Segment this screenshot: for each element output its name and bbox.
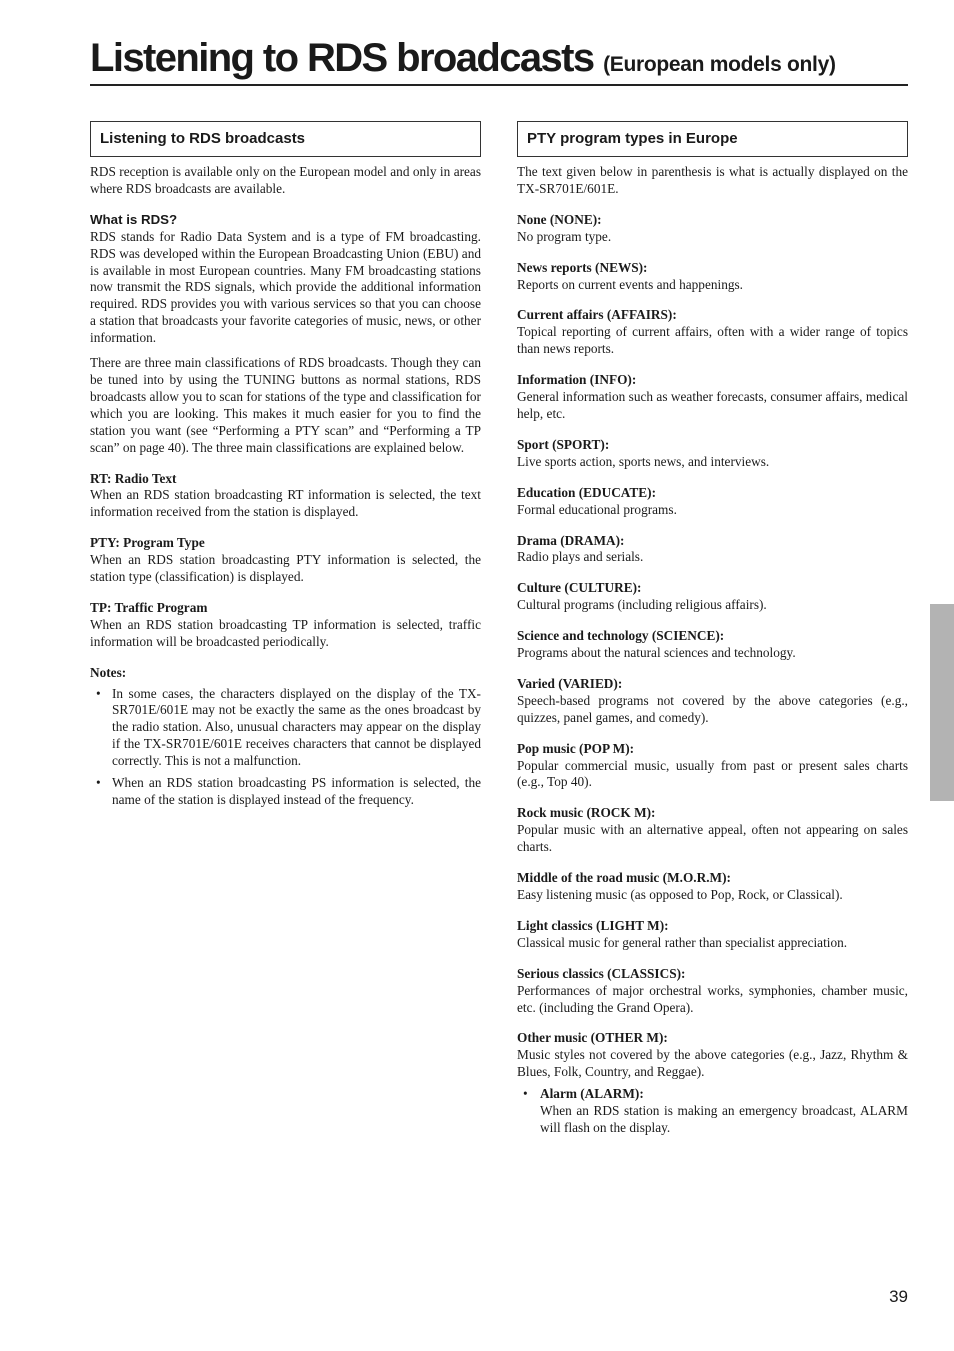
pty-type-name: Other music (OTHER M):	[517, 1030, 668, 1046]
what-is-rds-heading: What is RDS?	[90, 211, 178, 227]
pty-type-name: Sport (SPORT):	[517, 436, 610, 452]
tp-section	[90, 600, 481, 651]
pty-type-desc: General information such as weather forecasts, consumer affairs, medical help, etc.	[517, 389, 908, 421]
pty-section	[90, 535, 481, 586]
right-column	[517, 121, 908, 1137]
pty-type-morm	[517, 870, 908, 904]
pty-type-none	[517, 212, 908, 246]
page-subtitle: (European models only)	[603, 53, 836, 76]
what-is-rds-paragraph-2: There are three main classifications of RDS broadcasts. Though they can be tuned into by using the TUNING buttons as normal stations, RDS broadcasts allow you to scan for stations of the type and classification for which you are looking. This makes it much easier for you to find the station you want (see “Performing a PTY scan” and “Performing a TP scan” on page 40). The three main classifications are explained below.	[90, 355, 481, 455]
bullet-icon: •	[523, 1086, 528, 1102]
pty-type-culture	[517, 580, 908, 614]
notes-section	[90, 665, 481, 809]
pty-type-sport	[517, 437, 908, 471]
page-number: 39	[889, 1287, 908, 1306]
pty-type-info	[517, 372, 908, 423]
pty-type-desc: Reports on current events and happenings.	[517, 276, 743, 292]
pty-type-desc: Speech-based programs not covered by the above categories (e.g., quizzes, panel games, and comedy).	[517, 692, 908, 725]
pty-type-affairs	[517, 307, 908, 358]
what-is-rds-paragraph-1: RDS stands for Radio Data System and is a type of FM broadcasting. RDS was developed within the European Broadcasting Union (EBU) and is available in most European countries. Many FM broadcasting stations now transmit the RDS signals, which provide the additional information required. RDS provides you with various services so that you can choose a station that broadcasts your favorite categories of music, news, or other information.	[90, 228, 481, 346]
note-item: • In some cases, the characters displayed on the display of the TX-SR701E/601E may not be exactly the same as the ones broadcast by the radio station. Also, unusual characters may appear on the display if the TX-SR701E/601E receives characters that cannot be displayed correctly. This is not a malfunction.	[90, 686, 481, 771]
pty-type-educate	[517, 485, 908, 519]
pty-type-desc: Programs about the natural sciences and technology.	[517, 645, 796, 661]
rt-section	[90, 471, 481, 522]
section-heading-rds: Listening to RDS broadcasts	[90, 121, 481, 157]
pty-text: When an RDS station broadcasting PTY information is selected, the station type (classification) is displayed.	[90, 552, 481, 585]
pty-type-name: Current affairs (AFFAIRS):	[517, 307, 677, 323]
pty-type-desc: Popular commercial music, usually from past or present sales charts (e.g., Top 40).	[517, 757, 908, 790]
note-item: • When an RDS station broadcasting PS information is selected, the name of the station is displayed instead of the frequency.	[90, 775, 481, 809]
pty-type-desc: No program type.	[517, 228, 612, 244]
pty-type-name: Alarm (ALARM):	[540, 1086, 644, 1102]
page-title	[90, 34, 908, 89]
pty-type-desc: Radio plays and serials.	[517, 549, 644, 565]
pty-type-name: Information (INFO):	[517, 372, 637, 388]
pty-type-name: Pop music (POP M):	[517, 740, 635, 756]
pty-type-rock	[517, 805, 908, 856]
pty-type-name: Varied (VARIED):	[517, 675, 623, 691]
pty-type-classics	[517, 966, 908, 1017]
pty-type-name: Culture (CULTURE):	[517, 580, 642, 596]
pty-type-alarm	[517, 1086, 908, 1137]
pty-type-desc: Formal educational programs.	[517, 501, 677, 517]
pty-type-light	[517, 918, 908, 952]
pty-type-name: None (NONE):	[517, 211, 602, 227]
rds-intro: RDS reception is available only on the European model and only in areas where RDS broadcasts are available.	[90, 164, 481, 196]
pty-type-desc: Music styles not covered by the above categories (e.g., Jazz, Rhythm & Blues, Folk, Country, and Reggae).	[517, 1047, 908, 1080]
pty-type-desc: Popular music with an alternative appeal, often not appearing on sales charts.	[517, 822, 908, 855]
pty-type-varied	[517, 676, 908, 727]
pty-type-name: Rock music (ROCK M):	[517, 805, 656, 821]
rt-text: When an RDS station broadcasting RT information is selected, the text information received from the station is displayed.	[90, 487, 481, 520]
pty-type-desc: When an RDS station is making an emergency broadcast, ALARM will flash on the display.	[540, 1103, 908, 1135]
pty-type-name: Drama (DRAMA):	[517, 532, 625, 548]
pty-type-science	[517, 628, 908, 662]
pty-type-drama	[517, 533, 908, 567]
pty-type-desc: Performances of major orchestral works, symphonies, chamber music, etc. (including the Grand Opera).	[517, 982, 908, 1015]
pty-type-name: Science and technology (SCIENCE):	[517, 628, 725, 644]
rt-heading: RT: Radio Text	[90, 470, 177, 486]
pty-intro: The text given below in parenthesis is what is actually displayed on the TX-SR701E/601E.	[517, 164, 908, 196]
tp-text: When an RDS station broadcasting TP information is selected, traffic information will be broadcasted periodically.	[90, 616, 481, 649]
pty-type-name: Education (EDUCATE):	[517, 484, 657, 500]
left-column	[90, 121, 481, 814]
notes-list	[90, 686, 481, 809]
pty-type-other	[517, 1030, 908, 1081]
pty-type-desc: Topical reporting of current affairs, often with a wider range of topics than news reports.	[517, 324, 908, 357]
pty-type-desc: Easy listening music (as opposed to Pop, Rock, or Classical).	[517, 887, 843, 902]
pty-type-name: Middle of the road music (M.O.R.M):	[517, 870, 731, 886]
page-title-main: Listening to RDS broadcasts	[90, 36, 594, 80]
tp-heading: TP: Traffic Program	[90, 599, 208, 615]
pty-type-desc: Cultural programs (including religious affairs).	[517, 597, 767, 613]
what-is-rds-section	[90, 212, 481, 347]
pty-type-name: News reports (NEWS):	[517, 259, 648, 275]
notes-heading: Notes:	[90, 664, 127, 680]
section-heading-pty-types: PTY program types in Europe	[517, 121, 908, 157]
title-rule	[90, 84, 908, 86]
pty-type-desc: Classical music for general rather than specialist appreciation.	[517, 934, 848, 950]
pty-type-news	[517, 260, 908, 294]
pty-type-desc: Live sports action, sports news, and interviews.	[517, 453, 770, 469]
pty-type-name: Light classics (LIGHT M):	[517, 917, 669, 933]
side-tab-marker	[930, 604, 954, 801]
pty-type-pop	[517, 741, 908, 792]
pty-heading: PTY: Program Type	[90, 535, 205, 551]
pty-type-name: Serious classics (CLASSICS):	[517, 965, 686, 981]
